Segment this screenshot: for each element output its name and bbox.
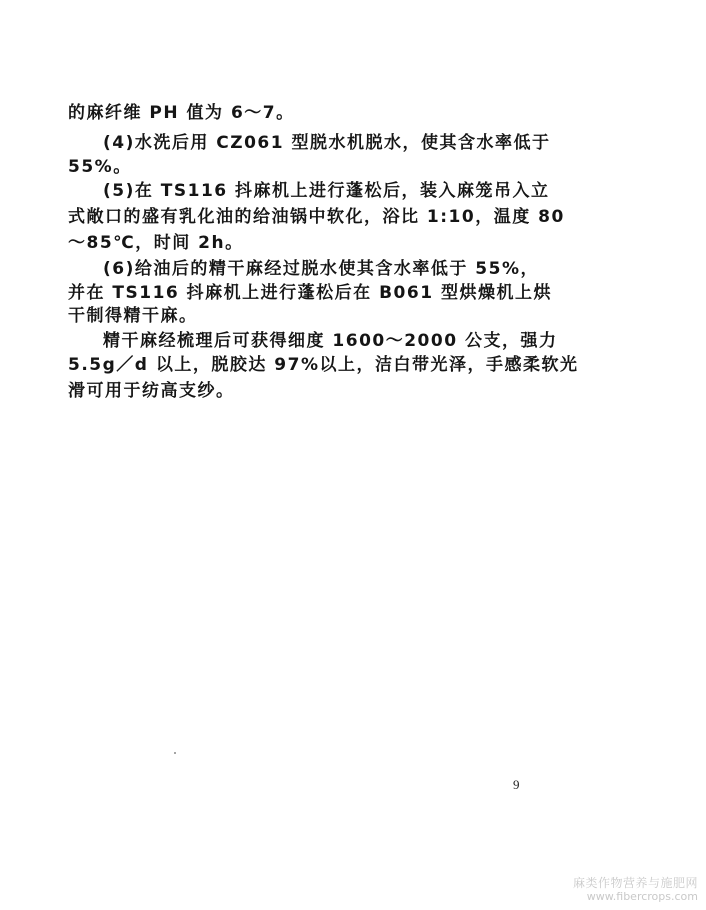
watermark-url: www.fibercrops.com	[586, 890, 698, 903]
text-line: ～85℃，时间 2h。	[68, 233, 244, 253]
scan-speck	[174, 752, 176, 754]
text-line: 滑可用于纺高支纱。	[68, 381, 235, 401]
text-line: (5)在 TS116 抖麻机上进行蓬松后，装入麻笼吊入立	[103, 181, 550, 201]
text-line: 55%。	[68, 157, 132, 177]
page-number: 9	[513, 777, 520, 792]
text-line: 的麻纤维 PH 值为 6～7。	[68, 103, 295, 123]
text-line: 式敞口的盛有乳化油的给油锅中软化，浴比 1:10，温度 80	[68, 207, 565, 227]
text-line: 干制得精干麻。	[68, 306, 198, 326]
text-line: 5.5g／d 以上，脱胶达 97%以上，洁白带光泽，手感柔软光	[68, 355, 579, 375]
watermark	[573, 876, 698, 904]
watermark-text: 麻类作物营养与施肥网	[572, 876, 698, 890]
text-line: 精干麻经梳理后可获得细度 1600～2000 公支，强力	[103, 331, 558, 351]
text-line: 并在 TS116 抖麻机上进行蓬松后在 B061 型烘燥机上烘	[68, 283, 552, 303]
text-line: (4)水洗后用 CZ061 型脱水机脱水，使其含水率低于	[103, 133, 551, 153]
text-line: (6)给油后的精干麻经过脱水使其含水率低于 55%，	[103, 259, 539, 279]
